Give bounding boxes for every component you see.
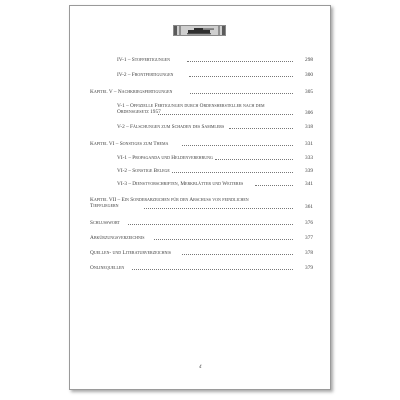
dot-leader <box>182 254 293 255</box>
toc-entry-label: Onlinequellen <box>90 265 125 271</box>
toc-entry-label: Schlusswort <box>90 220 120 226</box>
toc-page-number: 376 <box>305 220 313 226</box>
toc-entry-label: Kapitel VI – Sonstiges zum Thema <box>90 141 169 147</box>
dot-leader <box>158 114 293 115</box>
toc-entry-label: VI-1 – Propaganda und Heldenverehrung <box>117 155 213 161</box>
dot-leader <box>172 172 293 173</box>
dot-leader <box>187 61 293 62</box>
dot-leader <box>128 224 293 225</box>
table-of-contents <box>70 6 330 389</box>
toc-entry-label: V-1 – Offizielle Fertigungen durch Ordenshersteller nach dem Ordensgesetz 1957 <box>117 103 265 116</box>
toc-entry-label: IV-1 – Stoffertigungen <box>117 57 170 63</box>
toc-entry-label: Quellen- und Literaturverzeichnis <box>90 250 171 256</box>
toc-page-number: 318 <box>305 124 313 130</box>
toc-page-number: 300 <box>305 72 313 78</box>
dot-leader <box>190 93 293 94</box>
toc-page-number: 306 <box>305 109 313 116</box>
toc-entry-label: VI-3 – Dienstvorschriften, Merkblätter und Weiteres <box>117 181 244 187</box>
toc-entry-label: IV-2 – Frontfertigungen <box>117 72 174 78</box>
dot-leader <box>215 159 293 160</box>
dot-leader <box>154 239 293 240</box>
toc-page-number: 339 <box>305 168 313 174</box>
toc-entry-label: VI-2 – Sonstige Belege <box>117 168 170 174</box>
dot-leader <box>132 269 293 270</box>
toc-page-number: 361 <box>305 203 313 210</box>
toc-page-number: 378 <box>305 250 313 256</box>
toc-entry-label: Kapitel V – Nachkriegsfertigungen <box>90 89 173 95</box>
toc-entry-kapitel-vii[interactable] <box>90 197 313 211</box>
page-number-footer: 4 <box>199 365 202 370</box>
toc-page-number: 298 <box>305 57 313 63</box>
document-page <box>69 5 331 390</box>
toc-page-number: 379 <box>305 265 313 271</box>
dot-leader <box>229 128 293 129</box>
toc-entry-v-1[interactable] <box>117 103 313 117</box>
toc-page-number: 341 <box>305 181 313 187</box>
dot-leader <box>144 208 293 209</box>
toc-page-number: 377 <box>305 235 313 241</box>
dot-leader <box>255 185 293 186</box>
toc-page-number: 331 <box>305 141 313 147</box>
toc-entry-label: V-2 – Fälschungen zum Schaden des Sammlers <box>117 124 225 130</box>
toc-page-number: 305 <box>305 89 313 95</box>
toc-page-number: 333 <box>305 155 313 161</box>
dot-leader <box>189 76 293 77</box>
dot-leader <box>182 145 293 146</box>
toc-entry-label: Kapitel VII – Ein Sonderabzeichen für den Abschuss von feindlichen Tieffliegern <box>90 197 249 210</box>
toc-entry-label: Abkürzungsverzeichnis <box>90 235 145 241</box>
